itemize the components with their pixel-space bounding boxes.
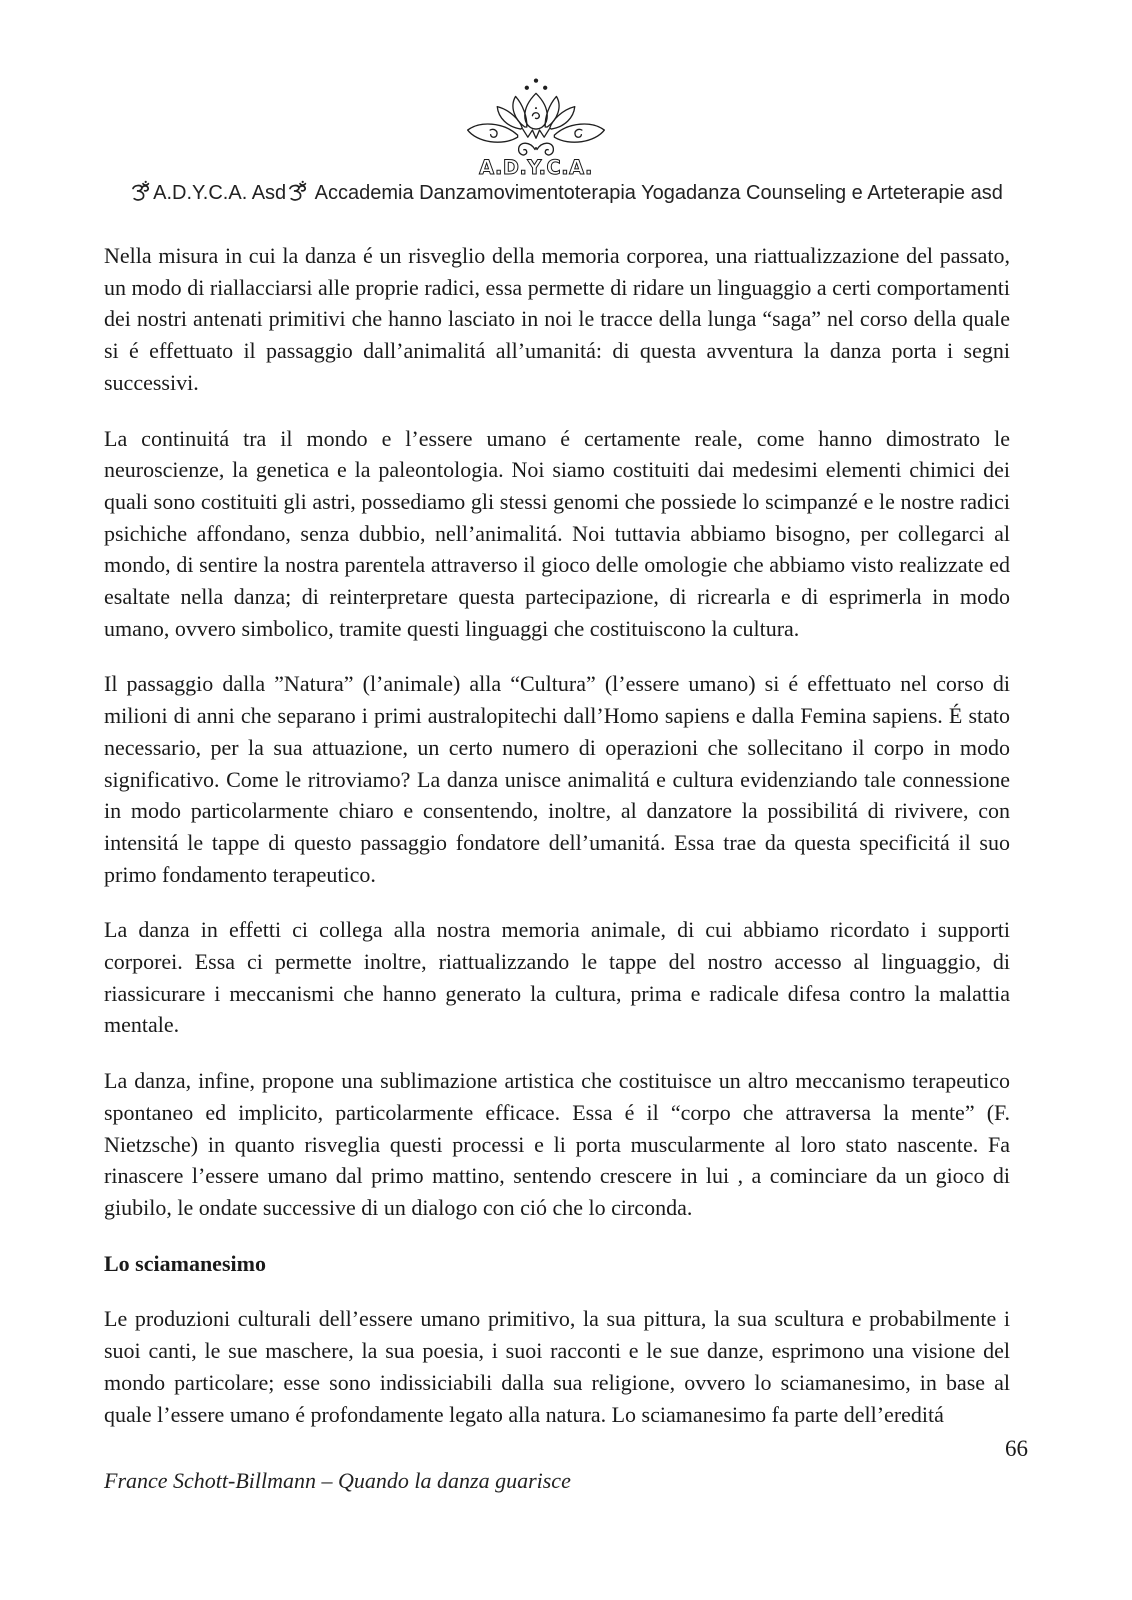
body-paragraph: Nella misura in cui la danza é un risveglio della memoria corporea, una riattualizzazione del passato, un modo di riallacciarsi alle proprie radici, essa permette di ridare un linguaggio a certi comportamenti dei nostri antenati primitivi che hanno lasciato in noi le tracce della lunga “saga” nel corso della quale si é effettuato il passaggio dall’animalitá all’umanitá: di questa avventura la danza porta i segni successivi. bbox=[104, 243, 1010, 395]
header-subtitle: Accademia Danzamovimentoterapia Yogadanza Counseling e Arteterapie asd bbox=[310, 182, 1003, 204]
logo bbox=[464, 76, 608, 178]
body-paragraph: La continuitá tra il mondo e l’essere umano é certamente reale, come hanno dimostrato le neuroscienze, la genetica e la paleontologia. Noi siamo costituiti dai medesimi elementi chimici dei quali sono costituiti gli astri, possediamo gli stessi genomi che possiede lo scimpanzé e le nostre radici psichiche affondano, senza dubbio, nell’animalitá. Noi tuttavia abbiamo bisogno, per collegarci al mondo, di sentire la nostra parentela attraverso il gioco delle omologie che abbiamo visto realizzate ed esaltate nella danza; di reinterpretare questa partecipazione, di ricrearla e di esprimerla in modo umano, ovvero simbolico, tramite questi linguaggi che costituiscono la cultura. bbox=[104, 425, 1010, 641]
body-paragraph: Le produzioni culturali dell’essere umano primitivo, la sua pittura, la sua scultura e probabilmente i suoi canti, le sue maschere, la sua poesia, i suoi racconti e le sue danze, esprimono una visione del mondo particolare; esse sono indissiciabili dalla sua religione, ovvero lo sciamanesimo, in base al quale l’essere umano é profondamente legato alla natura. Lo sciamanesimo fa parte dell’ereditá bbox=[104, 1306, 1010, 1427]
om-icon bbox=[130, 180, 152, 203]
logo-title: A.D.Y.C.A. bbox=[479, 155, 593, 178]
lotus-icon bbox=[464, 76, 608, 178]
header-line bbox=[0, 180, 1132, 205]
page-body bbox=[104, 240, 1010, 1454]
section-heading: Lo sciamanesimo bbox=[104, 1250, 266, 1276]
body-paragraph: Il passaggio dalla ”Natura” (l’animale) alla “Cultura” (l’essere umano) si é effettuato nel corso di milioni di anni che separano i primi australopitechi dall’Homo sapiens e dalla Femina sapiens. É stato necessario, per la sua attuazione, un certo numero di operazioni che sollecitano il corpo in modo significativo. Come le ritroviamo? La danza unisce animalitá e cultura evidenziando tale connessione in modo particolarmente chiaro e consentendo, inoltre, al danzatore la possibilitá di rivivere, con intensitá le tappe di questo passaggio fondatore dell’umanitá. Essa trae da questa specificitá il suo primo fondamento terapeutico. bbox=[104, 671, 1010, 887]
om-icon bbox=[287, 180, 309, 203]
page-number: 66 bbox=[1005, 1436, 1028, 1461]
body-paragraph: La danza in effetti ci collega alla nostra memoria animale, di cui abbiamo ricordato i supporti corporei. Essa ci permette inoltre, riattualizzando le tappe del nostro accesso al linguaggio, di riassicurare i meccanismi che hanno generato la cultura, prima e radicale difesa contro la malattia mentale. bbox=[104, 917, 1010, 1038]
body-paragraph: La danza, infine, propone una sublimazione artistica che costituisce un altro meccanismo terapeutico spontaneo ed implicito, particolarmente efficace. Essa é il “corpo che attraversa la mente” (F. Nietzsche) in quanto risveglia questi processi e li porta muscularmente al loro stato nascente. Fa rinascere l’essere umano dal primo mattino, sentendo crescere in lui , a cominciare da un gioco di giubilo, le ondate successive di un dialogo con ció che lo circonda. bbox=[104, 1068, 1010, 1220]
book-reference: France Schott-Billmann – Quando la danza guarisce bbox=[104, 1468, 571, 1493]
header-org: A.D.Y.C.A. Asd bbox=[153, 182, 287, 204]
